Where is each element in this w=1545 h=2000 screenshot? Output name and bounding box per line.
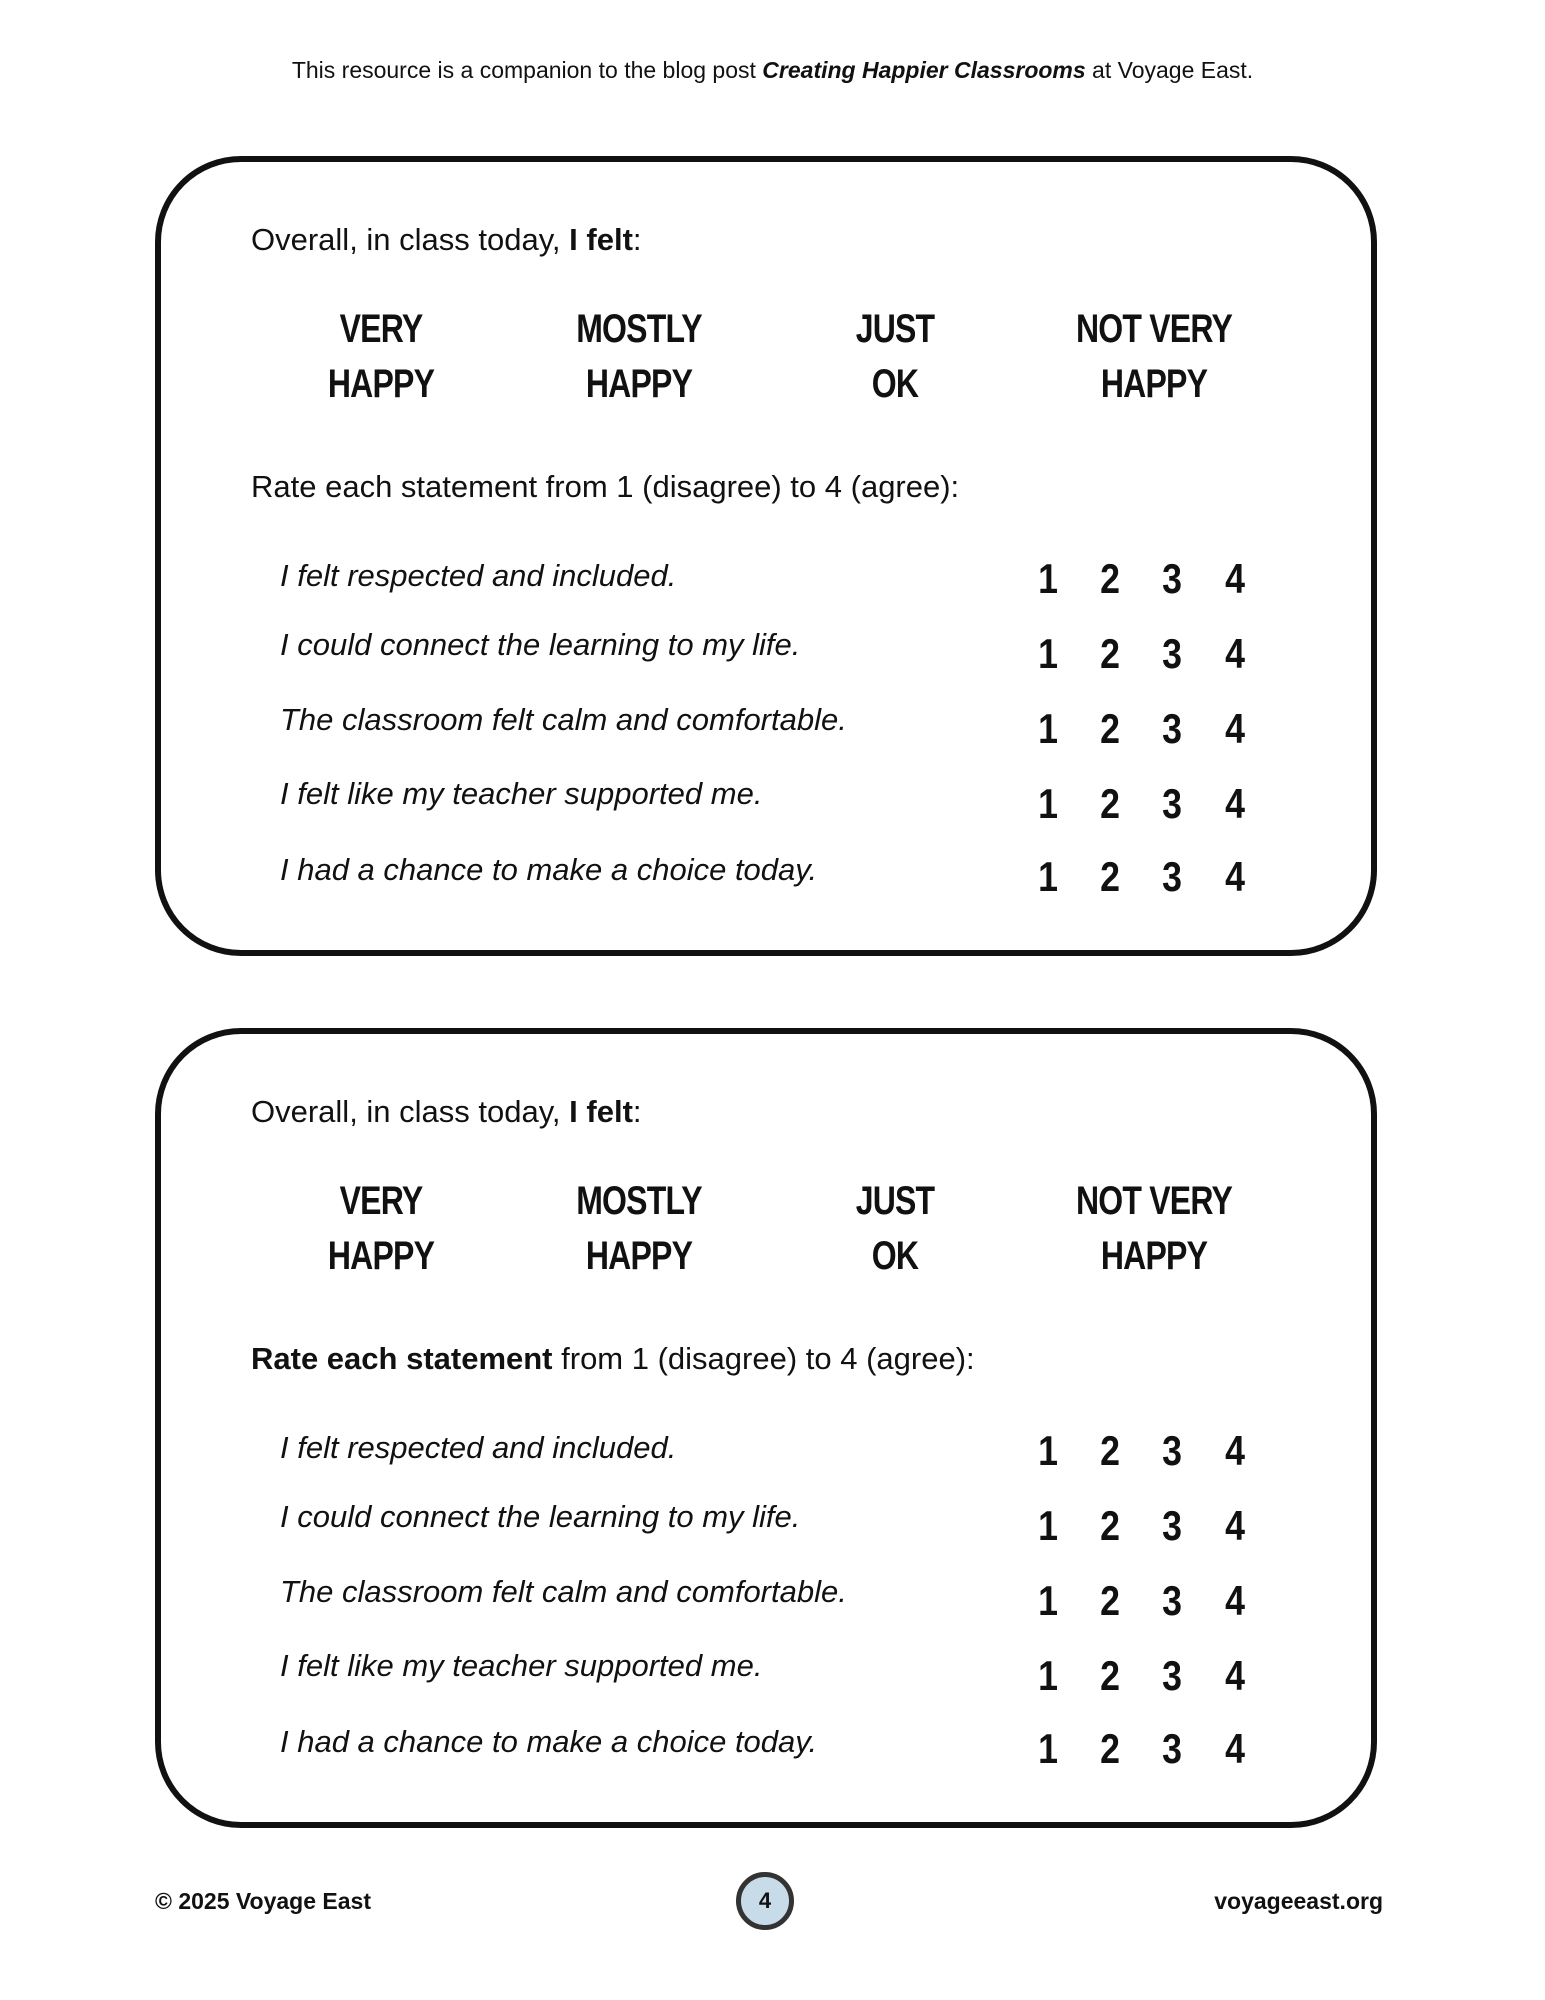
- rating-scale-4: [1023, 1651, 1283, 1701]
- statement-2: I could connect the learning to my life.: [280, 1499, 801, 1534]
- rating-instructions-text: from 1 (disagree) to 4 (agree):: [552, 1341, 975, 1376]
- rating-2[interactable]: 2: [1100, 630, 1120, 677]
- mood-line-2: HAPPY: [585, 1234, 693, 1278]
- rating-2[interactable]: 2: [1100, 1502, 1120, 1549]
- mood-line-2: HAPPY: [327, 1234, 435, 1278]
- rating-instructions: [251, 469, 959, 505]
- rating-instructions-bold: Rate each statement: [251, 1341, 553, 1376]
- mood-line-1: VERY: [339, 307, 423, 351]
- rating-3[interactable]: 3: [1162, 1427, 1182, 1474]
- rating-4[interactable]: 4: [1225, 555, 1245, 602]
- statement-4: I felt like my teacher supported me.: [280, 776, 763, 811]
- mood-line-2: OK: [871, 1234, 919, 1278]
- rating-2[interactable]: 2: [1100, 1577, 1120, 1624]
- statement-5: I had a chance to make a choice today.: [280, 1724, 818, 1759]
- statement-3: The classroom felt calm and comfortable.: [280, 1574, 847, 1609]
- statement-4: I felt like my teacher supported me.: [280, 1648, 763, 1683]
- prompt-bold: I felt: [569, 222, 633, 257]
- rating-2[interactable]: 2: [1100, 1725, 1120, 1772]
- rating-1[interactable]: 1: [1038, 1577, 1058, 1624]
- rating-2[interactable]: 2: [1100, 1427, 1120, 1474]
- rating-scale-5: [1023, 852, 1283, 902]
- mood-line-2: HAPPY: [1100, 1234, 1208, 1278]
- intro-before: This resource is a companion to the blog post: [291, 57, 763, 83]
- mood-line-2: OK: [871, 362, 919, 406]
- mood-line-1: JUST: [855, 307, 935, 351]
- mood-line-1: NOT VERY: [1076, 307, 1232, 351]
- rating-4[interactable]: 4: [1225, 1577, 1245, 1624]
- mood-option-very-happy[interactable]: [277, 1174, 485, 1284]
- mood-option-just-ok[interactable]: [791, 302, 999, 412]
- survey-card-1: [155, 156, 1377, 956]
- rating-4[interactable]: 4: [1225, 1427, 1245, 1474]
- rating-3[interactable]: 3: [1162, 630, 1182, 677]
- rating-1[interactable]: 1: [1038, 853, 1058, 900]
- rating-1[interactable]: 1: [1038, 1652, 1058, 1699]
- mood-option-not-very-happy[interactable]: [1050, 302, 1258, 412]
- rating-scale-1: [1023, 554, 1283, 604]
- mood-line-1: NOT VERY: [1076, 1179, 1232, 1223]
- rating-scale-3: [1023, 704, 1283, 754]
- feeling-prompt: [251, 1094, 642, 1130]
- rating-1[interactable]: 1: [1038, 780, 1058, 827]
- rating-1[interactable]: 1: [1038, 705, 1058, 752]
- statement-3: The classroom felt calm and comfortable.: [280, 702, 847, 737]
- prompt-end: :: [632, 1094, 642, 1129]
- rating-4[interactable]: 4: [1225, 705, 1245, 752]
- rating-3[interactable]: 3: [1162, 705, 1182, 752]
- rating-3[interactable]: 3: [1162, 853, 1182, 900]
- mood-option-not-very-happy[interactable]: [1050, 1174, 1258, 1284]
- rating-scale-4: [1023, 779, 1283, 829]
- rating-2[interactable]: 2: [1100, 1652, 1120, 1699]
- prompt-text: Overall, in class today,: [251, 222, 570, 257]
- rating-scale-2: [1023, 629, 1283, 679]
- rating-scale-2: [1023, 1501, 1283, 1551]
- intro-after: at Voyage East.: [1085, 57, 1254, 83]
- rating-instructions-text: Rate each statement from 1 (disagree) to 4 (agree):: [251, 469, 960, 504]
- rating-instructions: [251, 1341, 975, 1377]
- rating-2[interactable]: 2: [1100, 853, 1120, 900]
- page-number-badge: 4: [736, 1872, 794, 1930]
- mood-line-1: JUST: [855, 1179, 935, 1223]
- rating-3[interactable]: 3: [1162, 1725, 1182, 1772]
- rating-3[interactable]: 3: [1162, 555, 1182, 602]
- copyright-notice: © 2025 Voyage East: [155, 1888, 371, 1914]
- statement-1: I felt respected and included.: [280, 1430, 677, 1465]
- rating-scale-3: [1023, 1576, 1283, 1626]
- rating-2[interactable]: 2: [1100, 780, 1120, 827]
- survey-card-2: [155, 1028, 1377, 1828]
- rating-scale-5: [1023, 1724, 1283, 1774]
- rating-3[interactable]: 3: [1162, 1652, 1182, 1699]
- mood-line-2: HAPPY: [1100, 362, 1208, 406]
- rating-4[interactable]: 4: [1225, 1502, 1245, 1549]
- statement-2: I could connect the learning to my life.: [280, 627, 801, 662]
- feeling-prompt: [251, 222, 642, 258]
- rating-1[interactable]: 1: [1038, 630, 1058, 677]
- rating-1[interactable]: 1: [1038, 1725, 1058, 1772]
- rating-1[interactable]: 1: [1038, 1427, 1058, 1474]
- mood-line-1: MOSTLY: [576, 307, 702, 351]
- rating-scale-1: [1023, 1426, 1283, 1476]
- rating-1[interactable]: 1: [1038, 555, 1058, 602]
- mood-line-2: HAPPY: [327, 362, 435, 406]
- rating-2[interactable]: 2: [1100, 555, 1120, 602]
- rating-1[interactable]: 1: [1038, 1502, 1058, 1549]
- mood-line-1: VERY: [339, 1179, 423, 1223]
- prompt-end: :: [632, 222, 642, 257]
- statement-5: I had a chance to make a choice today.: [280, 852, 818, 887]
- rating-2[interactable]: 2: [1100, 705, 1120, 752]
- mood-option-just-ok[interactable]: [791, 1174, 999, 1284]
- statement-1: I felt respected and included.: [280, 558, 677, 593]
- mood-line-1: MOSTLY: [576, 1179, 702, 1223]
- mood-option-mostly-happy[interactable]: [535, 302, 743, 412]
- rating-3[interactable]: 3: [1162, 780, 1182, 827]
- rating-4[interactable]: 4: [1225, 780, 1245, 827]
- blog-post-title: Creating Happier Classrooms: [762, 57, 1086, 83]
- prompt-bold: I felt: [569, 1094, 633, 1129]
- mood-option-mostly-happy[interactable]: [535, 1174, 743, 1284]
- mood-option-very-happy[interactable]: [277, 302, 485, 412]
- rating-4[interactable]: 4: [1225, 1652, 1245, 1699]
- rating-3[interactable]: 3: [1162, 1502, 1182, 1549]
- rating-4[interactable]: 4: [1225, 630, 1245, 677]
- rating-4[interactable]: 4: [1225, 853, 1245, 900]
- rating-4[interactable]: 4: [1225, 1725, 1245, 1772]
- mood-line-2: HAPPY: [585, 362, 693, 406]
- website-link[interactable]: voyageeast.org: [1214, 1888, 1383, 1914]
- prompt-text: Overall, in class today,: [251, 1094, 570, 1129]
- rating-3[interactable]: 3: [1162, 1577, 1182, 1624]
- intro-line: [0, 57, 1545, 84]
